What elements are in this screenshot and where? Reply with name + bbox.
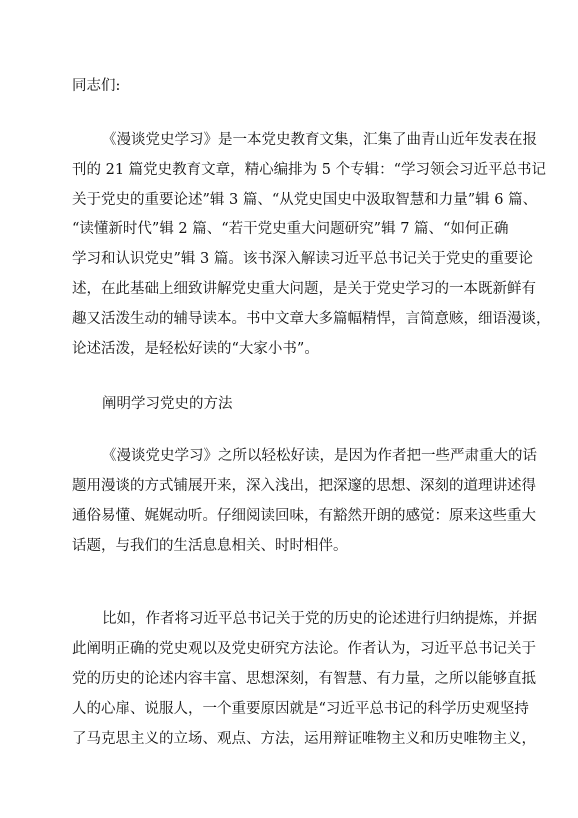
paragraph-line: 述，在此基础上细致讲解党史重大问题，是关于党史学习的一本既新鲜有 — [72, 281, 536, 297]
section-heading: 阐明学习党史的方法 — [102, 396, 233, 412]
paragraph-line: 党的历史的论述内容丰富、思想深刻，有智慧、有力量，之所以能够直抵 — [72, 671, 536, 687]
paragraph-line: 论述活泼，是轻松好读的“大家小书”。 — [72, 341, 319, 357]
paragraph-line: 比如，作者将习近平总书记关于党的历史的论述进行归纳提炼，并据 — [102, 611, 537, 627]
paragraph-line: 学习和认识党史”辑 3 篇。该书深入解读习近平总书记关于党史的重要论 — [72, 251, 533, 267]
salutation: 同志们: — [72, 78, 121, 94]
paragraph-line: 通俗易懂、娓娓动听。仔细阅读回味，有豁然开朗的感觉：原来这些重大 — [72, 508, 536, 524]
paragraph-line: 《漫谈党史学习》之所以轻松好读，是因为作者把一些严肃重大的话 — [102, 448, 537, 464]
paragraph-line: 刊的 21 篇党史教育文章，精心编排为 5 个专辑：“学习领会习近平总书记 — [72, 162, 547, 178]
paragraph-line: 话题，与我们的生活息息相关、时时相伴。 — [72, 538, 348, 554]
paragraph-line: 趣又活泼生动的辅导读本。书中文章大多篇幅精悍，言简意赅，细语漫谈， — [72, 311, 551, 327]
paragraph-line: “读懂新时代”辑 2 篇、“若干党史重大问题研究”辑 7 篇、“如何正确 — [72, 221, 509, 237]
paragraph-line: 题用漫谈的方式铺展开来，深入浅出，把深邃的思想、深刻的道理讲述得 — [72, 478, 536, 494]
paragraph-line: 关于党史的重要论述”辑 3 篇、“从党史国史中汲取智慧和力量”辑 6 篇、 — [72, 192, 538, 208]
paragraph-line: 了马克思主义的立场、观点、方法，运用辩证唯物主义和历史唯物主义， — [72, 731, 536, 747]
paragraph-line: 此阐明正确的党史观以及党史研究方法论。作者认为，习近平总书记关于 — [72, 641, 536, 657]
paragraph-line: 《漫谈党史学习》是一本党史教育文集，汇集了曲青山近年发表在报 — [102, 132, 537, 148]
paragraph-line: 人的心扉、说服人，一个重要原因就是“习近平总书记的科学历史观坚持 — [72, 701, 529, 717]
